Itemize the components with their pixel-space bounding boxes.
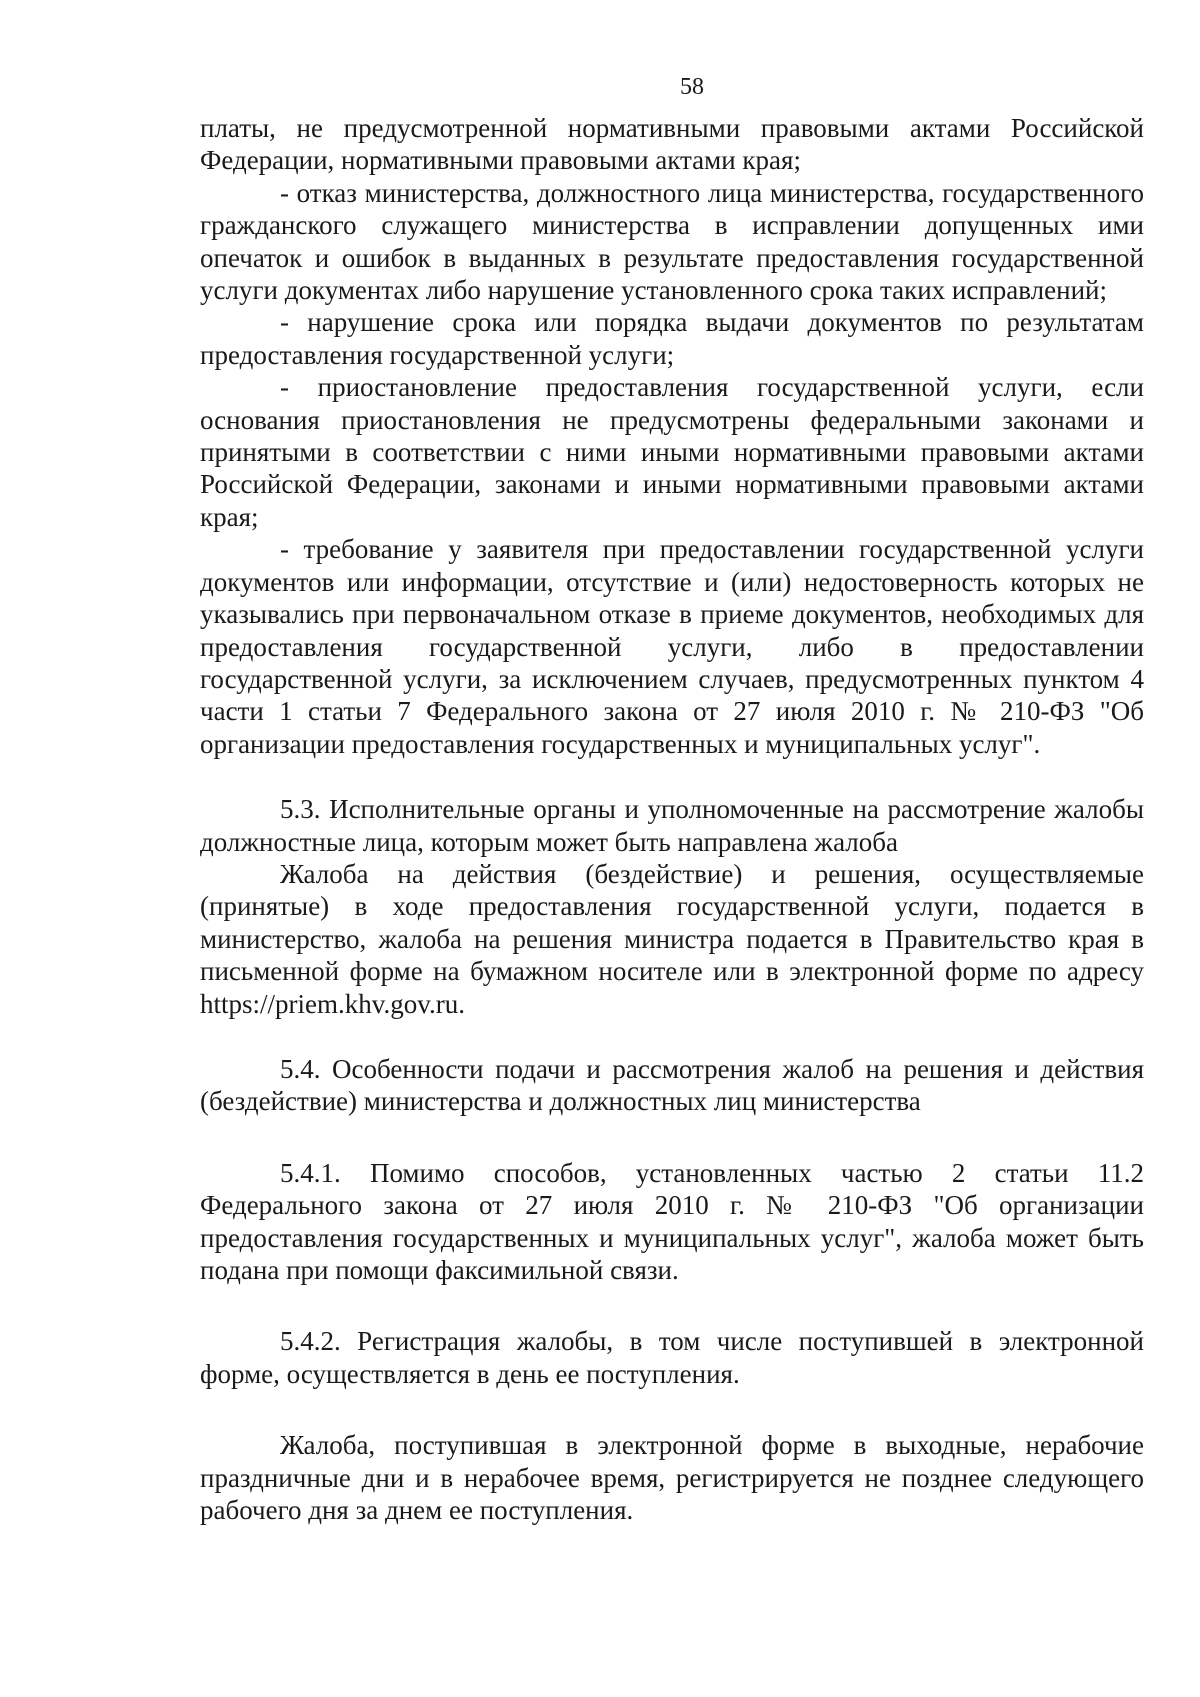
paragraph-5-4-2: 5.4.2. Регистрация жалобы, в том числе поступившей в электронной форме, осуществляется в день ее поступления. bbox=[200, 1326, 1144, 1389]
document-page bbox=[200, 70, 1144, 1526]
paragraph-deadline-violation: - нарушение срока или порядка выдачи документов по результатам предоставления государственной услуги; bbox=[200, 307, 1144, 370]
paragraph-refusal-correction: - отказ министерства, должностного лица министерства, государственного гражданского служащего министерства в исправлении допущенных ими опечаток и ошибок в выданных в результате предоставления государственной услуги документах либо нарушение установленного срока таких исправлений; bbox=[200, 177, 1144, 306]
paragraph-suspension: - приостановление предоставления государственной услуги, если основания приостановления не предусмотрены федеральными законами и принятыми в соответствии с ними иными нормативными правовыми актами Российской Федерации, законами и иными нормативными правовыми актами края; bbox=[200, 372, 1144, 532]
section-heading-5-4: 5.4. Особенности подачи и рассмотрения жалоб на решения и действия (бездействие) министерства и должностных лиц министерства bbox=[200, 1053, 1144, 1117]
page-number: 58 bbox=[680, 74, 704, 100]
paragraph-document-requirement: - требование у заявителя при предоставлении государственной услуги документов или информации, отсутствие и (или) недостоверность которых не указывались при первоначальном отказе в приеме документов, необходимых для предоставления государственной услуги, либо в предоставлении государственной услуги, за исключением случаев, предусмотренных пунктом 4 части 1 статьи 7 Федерального закона от 27 июля 2010 г. № 210-ФЗ "Об организации предоставления государственных и муниципальных услуг". bbox=[200, 534, 1144, 759]
paragraph-complaint-filing: Жалоба на действия (бездействие) и решения, осуществляемые (принятые) в ходе предоставления государственной услуги, подается в министерство, жалоба на решения министра подается в Правительство края в письменной форме на бумажном носителе или в электронной форме по адресу https://priem.khv.gov.ru. bbox=[200, 858, 1144, 1019]
paragraph-continuation: платы, не предусмотренной нормативными правовыми актами Российской Федерации, нормативными правовыми актами края; bbox=[200, 113, 1144, 176]
paragraph-5-4-1: 5.4.1. Помимо способов, установленных частью 2 статьи 11.2 Федерального закона от 27 июля 2010 г. № 210-ФЗ "Об организации предоставления государственных и муниципальных услуг", жалоба может быть подана при помощи факсимильной связи. bbox=[200, 1157, 1144, 1285]
section-heading-5-3: 5.3. Исполнительные органы и уполномоченные на рассмотрение жалобы должностные лица, которым может быть направлена жалоба bbox=[200, 794, 1144, 857]
paragraph-weekend-registration: Жалоба, поступившая в электронной форме в выходные, нерабочие праздничные дни и в нерабочее время, регистрируется не позднее следующего рабочего дня за днем ее поступления. bbox=[200, 1430, 1144, 1526]
